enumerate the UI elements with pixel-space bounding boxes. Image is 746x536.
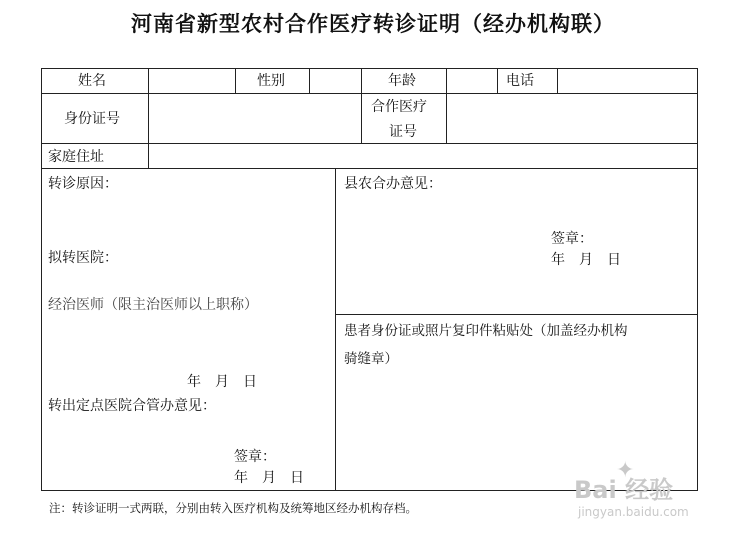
table-border-left xyxy=(41,68,42,491)
cell-divider xyxy=(148,93,149,143)
cell-divider xyxy=(361,93,362,143)
right-seal-label: 签章： xyxy=(551,231,593,247)
phone-label: 电话 xyxy=(506,73,534,89)
county-opinion-label: 县农合办意见： xyxy=(344,176,442,192)
right-seal-date: 年 月 日 xyxy=(551,252,621,268)
page-title: 河南省新型农村合作医疗转诊证明（经办机构联） xyxy=(131,12,615,36)
cell-divider xyxy=(235,68,236,93)
address-label: 家庭住址 xyxy=(48,149,104,165)
name-label: 姓名 xyxy=(78,73,106,89)
id-number-label: 身份证号 xyxy=(64,111,120,127)
cell-divider xyxy=(148,68,149,93)
target-hospital-label: 拟转医院： xyxy=(48,250,118,266)
referral-reason-label: 转诊原因： xyxy=(48,176,118,192)
right-panel-divider xyxy=(335,314,698,315)
row-divider xyxy=(41,143,698,144)
footnote: 注：转诊证明一式两联，分别由转入医疗机构及统筹地区经办机构存档。 xyxy=(49,501,417,515)
cell-divider xyxy=(361,68,362,93)
row-divider xyxy=(41,168,698,169)
cell-divider xyxy=(148,143,149,168)
coop-card-label-line2: 证号 xyxy=(389,124,417,140)
cell-divider xyxy=(557,68,558,93)
cell-divider xyxy=(446,93,447,143)
panel-divider xyxy=(335,168,336,491)
doctor-label: 经治医师（限主治医师以上职称） xyxy=(48,297,258,313)
age-label: 年龄 xyxy=(388,73,416,89)
designated-hospital-opinion-label: 转出定点医院合管办意见： xyxy=(48,398,216,414)
cell-divider xyxy=(497,68,498,93)
photo-paste-label-line1: 患者身份证或照片复印件粘贴处（加盖经办机构 xyxy=(344,323,628,339)
gender-label: 性别 xyxy=(257,73,285,89)
left-seal-date: 年 月 日 xyxy=(234,470,304,486)
watermark-url: jingyan.baidu.com xyxy=(578,505,689,519)
doctor-date: 年 月 日 xyxy=(187,374,257,390)
cell-divider xyxy=(309,68,310,93)
photo-paste-label-line2: 骑缝章） xyxy=(344,351,398,367)
left-seal-label: 签章： xyxy=(234,449,276,465)
table-border-right xyxy=(697,68,698,491)
coop-card-label-line1: 合作医疗 xyxy=(371,99,427,115)
table-border-top xyxy=(41,68,698,69)
cell-divider xyxy=(446,68,447,93)
row-divider xyxy=(41,93,698,94)
watermark-brand: Bai 经验 xyxy=(574,476,674,504)
paw-icon: ✦ xyxy=(616,458,635,483)
